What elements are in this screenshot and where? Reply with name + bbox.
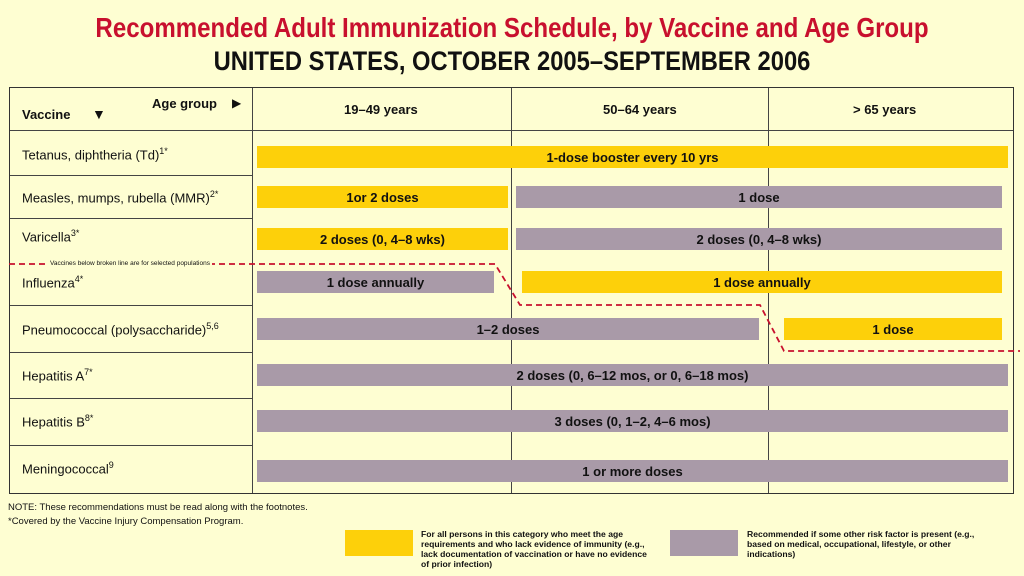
mmr-50-plus-bar: 1 dose <box>516 186 1002 208</box>
footnote-note: NOTE: These recommendations must be read along with the footnotes. <box>8 502 308 513</box>
vaccine-column-label: Vaccine <box>22 107 71 122</box>
age-group-50-64: 50–64 years <box>603 102 677 117</box>
chevron-right-icon: ▶ <box>232 96 242 110</box>
legend-text-purple: Recommended if some other risk factor is present (e.g., based on medical, occupational, lifestyle, or other indications) <box>747 529 975 559</box>
vaccine-name: Influenza$^{4*}$ <box>22 274 84 291</box>
hepb-bar: 3 doses (0, 1–2, 4–6 mos) <box>257 410 1008 432</box>
vaccine-name: Hepatitis $B^{8*}$ <box>22 413 94 430</box>
pneumo-65-plus-bar: 1 dose <box>784 318 1002 340</box>
footnote-vicp: *Covered by the Vaccine Injury Compensation Program. <box>8 516 244 527</box>
chevron-down-icon: ▼ <box>92 106 106 122</box>
pneumo-19-64-bar: 1–2 doses <box>257 318 759 340</box>
legend-text-yellow: For all persons in this category who meet the age requirements and who lack evidence of immunity (e.g., lack documentation of vaccination or have no evidence of prior infection) <box>421 529 647 569</box>
influenza-50-plus-bar: 1 dose annually <box>522 271 1002 293</box>
age-group-65-plus: > 65 years <box>853 102 917 117</box>
varicella-19-49-bar: 2 doses (0, 4–8 wks) <box>257 228 508 250</box>
vaccine-name: Meningococcal$^9$ <box>22 460 114 477</box>
page-title: Recommended Adult Immunization Schedule, by Vaccine and Age Group <box>95 12 929 43</box>
vaccine-name: Pneumococcal (polysaccharide)$^{5,6}$ <box>22 321 219 338</box>
broken-line-note: Vaccines below broken line are for selected populations <box>50 260 210 267</box>
vaccine-name: Hepatitis $A^{7*}$ <box>22 367 93 384</box>
td-bar: 1-dose booster every 10 yrs <box>257 146 1008 168</box>
meningococcal-bar: 1 or more doses <box>257 460 1008 482</box>
hepa-bar: 2 doses (0, 6–12 mos, or 0, 6–18 mos) <box>257 364 1008 386</box>
vaccine-name: Varicella$^{3*}$ <box>22 228 80 245</box>
vaccine-name: Measles, mumps, rubella (MMR)$^{2*}$ <box>22 189 219 206</box>
age-group-label: Age group <box>152 96 217 111</box>
mmr-19-49-bar: 1or 2 doses <box>257 186 508 208</box>
legend-swatch-purple <box>670 530 738 556</box>
legend-swatch-yellow <box>345 530 413 556</box>
age-group-19-49: 19–49 years <box>344 102 418 117</box>
influenza-19-49-bar: 1 dose annually <box>257 271 494 293</box>
vaccine-name: Tetanus, diphtheria $(Td)^{1*}$ <box>22 146 168 163</box>
page-subtitle: UNITED STATES, OCTOBER 2005–SEPTEMBER 2006 <box>213 46 811 76</box>
varicella-50-plus-bar: 2 doses (0, 4–8 wks) <box>516 228 1002 250</box>
